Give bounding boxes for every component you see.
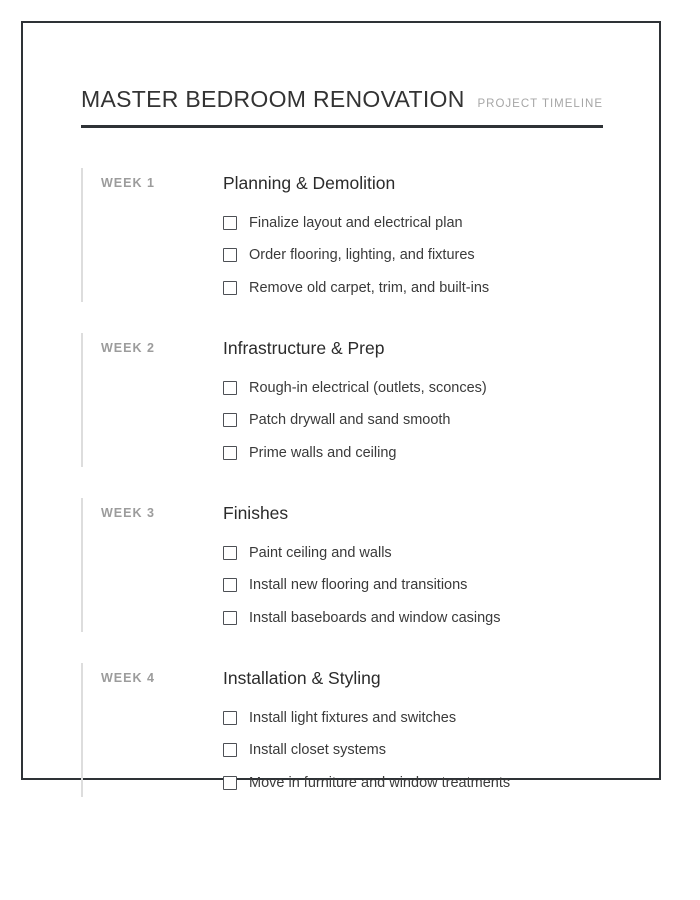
task-label: Paint ceiling and walls <box>249 544 392 561</box>
section-title: Installation & Styling <box>223 668 381 688</box>
document-page <box>21 21 661 791</box>
task-list <box>223 708 603 792</box>
checkbox-icon[interactable] <box>223 413 237 427</box>
task-label: Order flooring, lighting, and fixtures <box>249 247 475 263</box>
week-label: WEEK 3 <box>101 506 155 520</box>
task-list <box>223 543 603 627</box>
task-item <box>223 443 603 462</box>
checkbox-icon[interactable] <box>223 578 237 592</box>
week-section-3 <box>81 498 603 632</box>
task-label: Install light fixtures and switches <box>249 709 457 726</box>
checkbox-icon[interactable] <box>223 281 237 295</box>
checkbox-icon[interactable] <box>223 776 237 790</box>
timeline-sections <box>81 168 603 828</box>
week-content <box>223 333 603 476</box>
week-content <box>223 168 603 311</box>
week-content <box>223 663 603 806</box>
task-label: Remove old carpet, trim, and built-ins <box>249 279 490 296</box>
task-item <box>223 773 603 792</box>
week-label: WEEK 2 <box>101 341 155 355</box>
task-item <box>223 246 603 265</box>
task-item <box>223 608 603 627</box>
title-row <box>81 86 603 112</box>
header-rule <box>81 125 603 128</box>
document-header <box>81 86 603 128</box>
task-label: Rough-in electrical (outlets, sconces) <box>249 379 487 396</box>
week-section-2 <box>81 333 603 467</box>
task-label: Patch drywall and sand smooth <box>249 412 451 428</box>
page-title: MASTER BEDROOM RENOVATION <box>81 86 465 112</box>
task-label: Install baseboards and window casings <box>249 609 501 626</box>
task-item <box>223 278 603 297</box>
checkbox-icon[interactable] <box>223 611 237 625</box>
task-item <box>223 378 603 397</box>
task-list <box>223 378 603 462</box>
section-title: Finishes <box>223 503 289 523</box>
task-label: Install new flooring and transitions <box>249 577 468 593</box>
checkbox-icon[interactable] <box>223 381 237 395</box>
week-content <box>223 498 603 641</box>
checkbox-icon[interactable] <box>223 216 237 230</box>
week-label: WEEK 4 <box>101 671 155 685</box>
checkbox-icon[interactable] <box>223 248 237 262</box>
checkbox-icon[interactable] <box>223 711 237 725</box>
task-label: Move in furniture and window treatments <box>249 774 511 791</box>
task-item <box>223 741 603 760</box>
week-label: WEEK 1 <box>101 176 155 190</box>
task-item <box>223 213 603 232</box>
page-subtitle: PROJECT TIMELINE <box>477 98 603 110</box>
checkbox-icon[interactable] <box>223 546 237 560</box>
section-title: Infrastructure & Prep <box>223 338 385 358</box>
task-item <box>223 543 603 562</box>
week-section-1 <box>81 168 603 302</box>
section-title: Planning & Demolition <box>223 173 396 193</box>
task-list <box>223 213 603 297</box>
task-item <box>223 576 603 595</box>
task-label: Prime walls and ceiling <box>249 444 397 461</box>
checkbox-icon[interactable] <box>223 743 237 757</box>
task-item <box>223 411 603 430</box>
week-section-4 <box>81 663 603 797</box>
task-item <box>223 708 603 727</box>
task-label: Install closet systems <box>249 742 386 758</box>
checkbox-icon[interactable] <box>223 446 237 460</box>
task-label: Finalize layout and electrical plan <box>249 214 463 231</box>
